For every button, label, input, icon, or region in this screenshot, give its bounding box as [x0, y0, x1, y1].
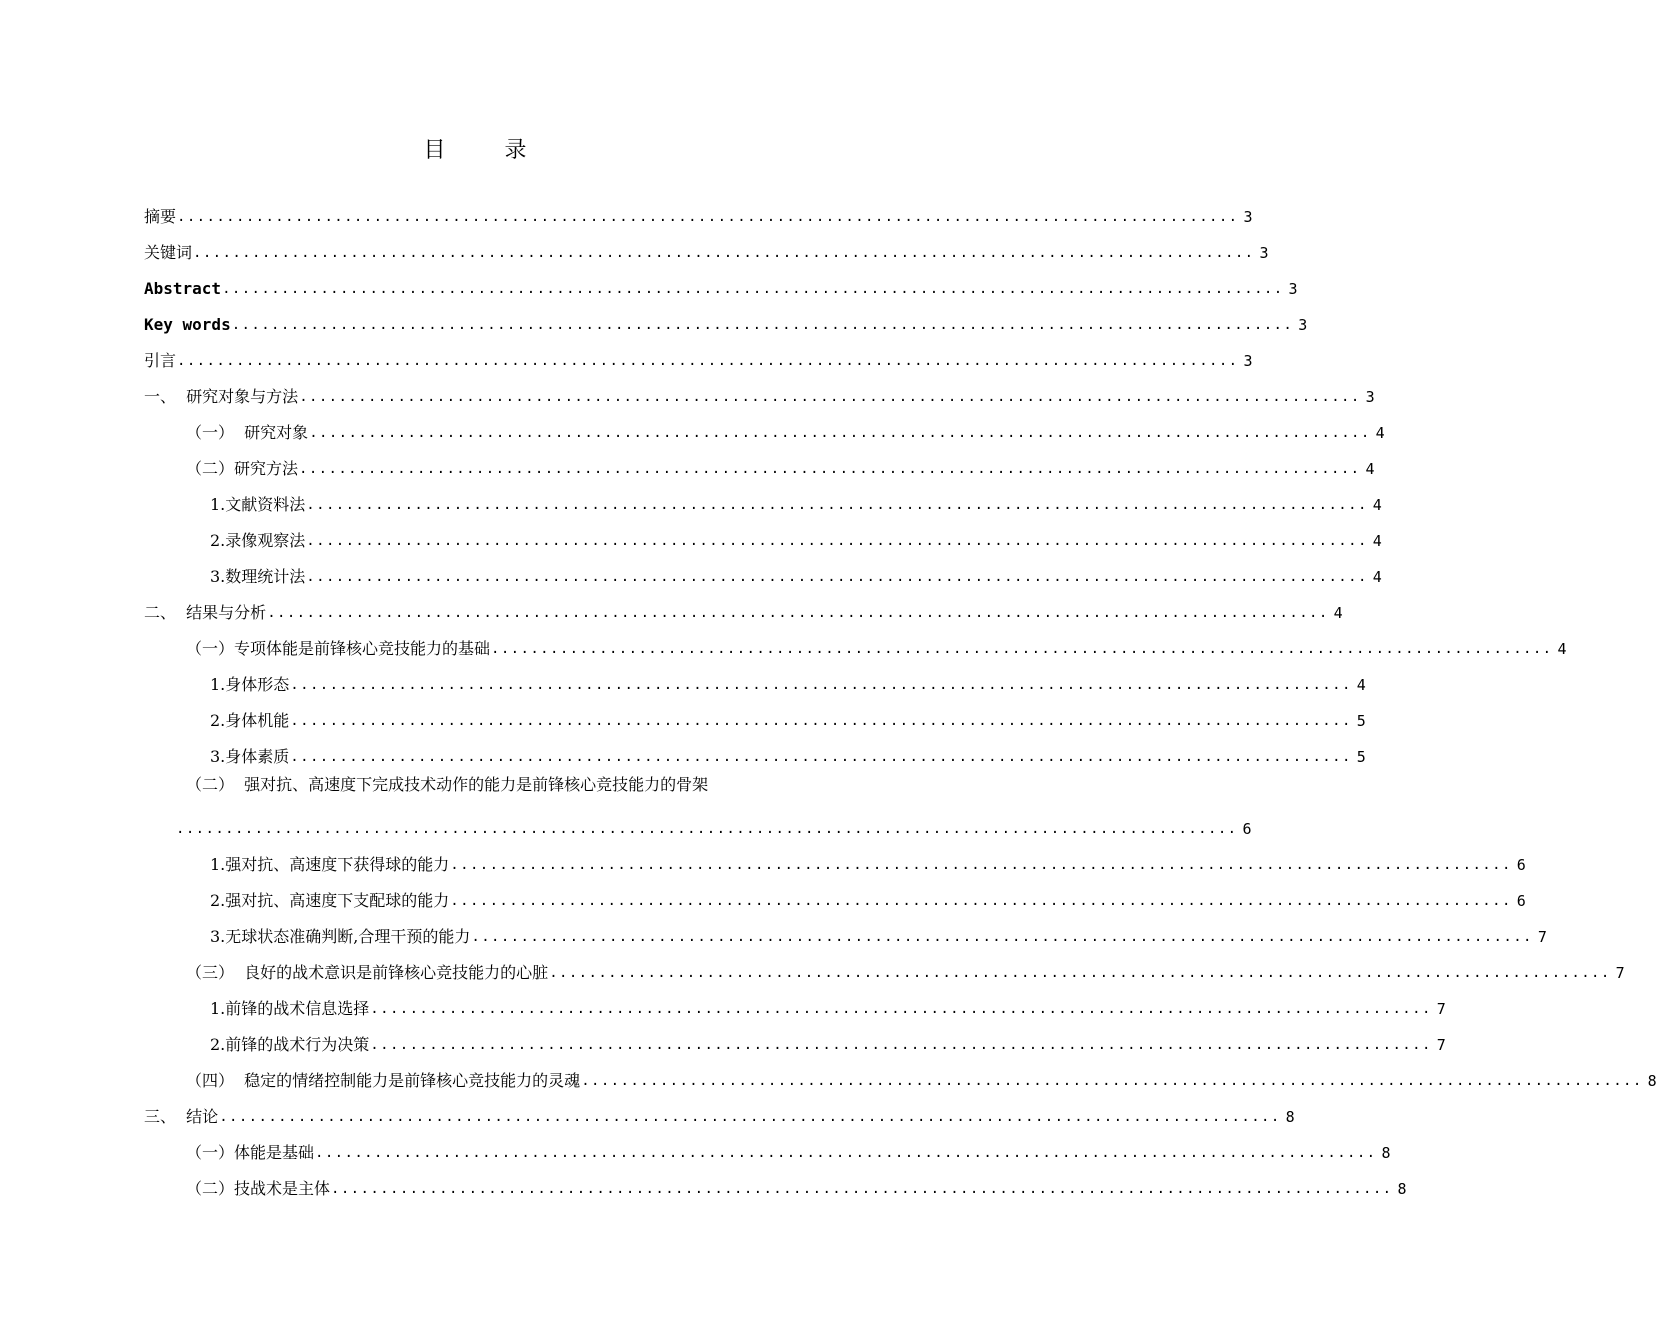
- toc-entry: [210, 526, 1382, 552]
- toc-entry-label: Key words: [144, 315, 231, 334]
- toc-entry: [144, 598, 1343, 624]
- toc-entry-page: 3: [1243, 208, 1253, 226]
- toc-entry-label: 摘要: [144, 207, 177, 226]
- dot-leader: ............................................................................................................: [290, 677, 1352, 693]
- toc-entry-page: 7: [1615, 964, 1625, 982]
- toc-entry-label: 1.强对抗、高速度下获得球的能力: [210, 855, 450, 874]
- dot-leader: ............................................................................................................: [231, 317, 1294, 333]
- toc-entry-label: 3.身体素质: [210, 747, 290, 766]
- dot-leader: ............................................................................................................: [222, 281, 1284, 297]
- toc-entry-page: 4: [1365, 460, 1375, 478]
- toc-entry: [210, 922, 1547, 948]
- dot-leader: ............................................................................................................: [370, 1037, 1432, 1053]
- toc-entry: [144, 238, 1269, 264]
- toc-entry-label: 一、 研究对象与方法: [144, 387, 299, 406]
- toc-entry-label: 2.身体机能: [210, 711, 290, 730]
- dot-leader: ............................................................................................................: [177, 209, 1239, 225]
- toc-entry: [186, 418, 1385, 444]
- dot-leader: ............................................................................................................: [290, 713, 1352, 729]
- toc-entry-label: 关键词: [144, 243, 193, 262]
- toc-entry-label: 二、 结果与分析: [144, 603, 267, 622]
- toc-entry: [210, 670, 1366, 696]
- toc-entry: [210, 562, 1382, 588]
- toc-entry-page: 3: [1259, 244, 1269, 262]
- dot-leader: ............................................................................................................: [491, 641, 1553, 657]
- dot-leader: ............................................................................................................: [176, 821, 1238, 837]
- toc-entry: [210, 850, 1526, 876]
- dot-leader: ............................................................................................................: [299, 461, 1361, 477]
- toc-entry-label: 1.身体形态: [210, 675, 290, 694]
- toc-entry: [210, 886, 1526, 912]
- toc-entry-page: 5: [1356, 748, 1366, 766]
- toc-entry-label: （二）研究方法: [186, 459, 299, 478]
- toc-entry-page: 4: [1333, 604, 1343, 622]
- toc-entry: [186, 634, 1567, 660]
- dot-leader: ............................................................................................................: [267, 605, 1329, 621]
- toc-entry: [144, 346, 1253, 372]
- toc-entry-label: （一） 研究对象: [186, 423, 309, 442]
- toc-entry: [210, 1030, 1446, 1056]
- toc-entry-label: （三） 良好的战术意识是前锋核心竞技能力的心脏: [186, 963, 549, 982]
- toc-entry-label: Abstract: [144, 279, 222, 298]
- toc-entry: [144, 202, 1253, 228]
- dot-leader: ............................................................................................................: [450, 893, 1512, 909]
- toc-entry: [186, 1138, 1391, 1164]
- toc-entry-page: 6: [1516, 892, 1526, 910]
- dot-leader: ............................................................................................................: [306, 497, 1368, 513]
- dot-leader: ............................................................................................................: [306, 533, 1368, 549]
- toc-entry-label: 2.强对抗、高速度下支配球的能力: [210, 891, 450, 910]
- toc-entry: [186, 1066, 1657, 1092]
- toc-entry-page: 7: [1436, 1000, 1446, 1018]
- toc-title: 目 录: [423, 138, 553, 163]
- dot-leader: ............................................................................................................: [450, 857, 1512, 873]
- toc-entry: [186, 1174, 1407, 1200]
- dot-leader: ............................................................................................................: [299, 389, 1361, 405]
- toc-entry-page: 3: [1243, 352, 1253, 370]
- toc-entry-page: 5: [1356, 712, 1366, 730]
- toc-entry-label: 三、 结论: [144, 1107, 219, 1126]
- toc-entry-page: 3: [1288, 280, 1298, 298]
- toc-entry: [210, 490, 1382, 516]
- dot-leader: ............................................................................................................: [177, 353, 1239, 369]
- toc-entry: [144, 382, 1375, 408]
- toc-entry-label: （一）专项体能是前锋核心竞技能力的基础: [186, 639, 491, 658]
- toc-entry-page: 8: [1381, 1144, 1391, 1162]
- dot-leader: ............................................................................................................: [306, 569, 1368, 585]
- toc-entry-label: 1.前锋的战术信息选择: [210, 999, 370, 1018]
- toc-entry: [210, 742, 1366, 768]
- toc-entry-page: 8: [1397, 1180, 1407, 1198]
- dot-leader: ............................................................................................................: [331, 1181, 1393, 1197]
- toc-entry-label: 3.无球状态准确判断,合理干预的能力: [210, 927, 471, 946]
- dot-leader: ............................................................................................................: [219, 1109, 1281, 1125]
- toc-entry-page: 7: [1436, 1036, 1446, 1054]
- dot-leader: ............................................................................................................: [549, 965, 1611, 981]
- toc-entry-label: （四） 稳定的情绪控制能力是前锋核心竞技能力的灵魂: [186, 1071, 581, 1090]
- dot-leader: ............................................................................................................: [315, 1145, 1377, 1161]
- toc-entry: [210, 706, 1366, 732]
- dot-leader: ............................................................................................................: [471, 929, 1533, 945]
- toc-entry-label: 1.文献资料法: [210, 495, 306, 514]
- toc-entry-label: （二） 强对抗、高速度下完成技术动作的能力是前锋核心竞技能力的骨架: [186, 775, 709, 794]
- dot-leader: ............................................................................................................: [370, 1001, 1432, 1017]
- toc-entry-label: 2.录像观察法: [210, 531, 306, 550]
- toc-entry-page: 8: [1285, 1108, 1295, 1126]
- toc-entry-label: 引言: [144, 351, 177, 370]
- toc-entry-page: 6: [1516, 856, 1526, 874]
- toc-entry-page: 4: [1557, 640, 1567, 658]
- toc-entry-page: 4: [1372, 496, 1382, 514]
- toc-entry-page: 8: [1647, 1072, 1657, 1090]
- toc-entry-label: 2.前锋的战术行为决策: [210, 1035, 370, 1054]
- toc-entry-page: 3: [1298, 316, 1308, 334]
- toc-entry: [144, 1102, 1295, 1128]
- dot-leader: ............................................................................................................: [581, 1073, 1643, 1089]
- toc-entry-page: 3: [1365, 388, 1375, 406]
- toc-entry-label: （一）体能是基础: [186, 1143, 315, 1162]
- dot-leader: ............................................................................................................: [193, 245, 1255, 261]
- toc-entry: [144, 274, 1298, 300]
- toc-entry: [176, 814, 1252, 840]
- toc-entry: [144, 310, 1308, 336]
- toc-entry-page: 4: [1356, 676, 1366, 694]
- toc-entry-page: 6: [1242, 820, 1252, 838]
- toc-entry-page: 7: [1537, 928, 1547, 946]
- toc-entry: [210, 994, 1446, 1020]
- toc-entry-page: 4: [1372, 532, 1382, 550]
- dot-leader: ............................................................................................................: [309, 425, 1371, 441]
- toc-entry-label: （二）技战术是主体: [186, 1179, 331, 1198]
- toc-entry-page: 4: [1375, 424, 1385, 442]
- toc-entry-page: 4: [1372, 568, 1382, 586]
- toc-entry: [186, 454, 1375, 480]
- toc-entry-label: 3.数理统计法: [210, 567, 306, 586]
- toc-entry: [186, 958, 1625, 984]
- dot-leader: ............................................................................................................: [290, 749, 1352, 765]
